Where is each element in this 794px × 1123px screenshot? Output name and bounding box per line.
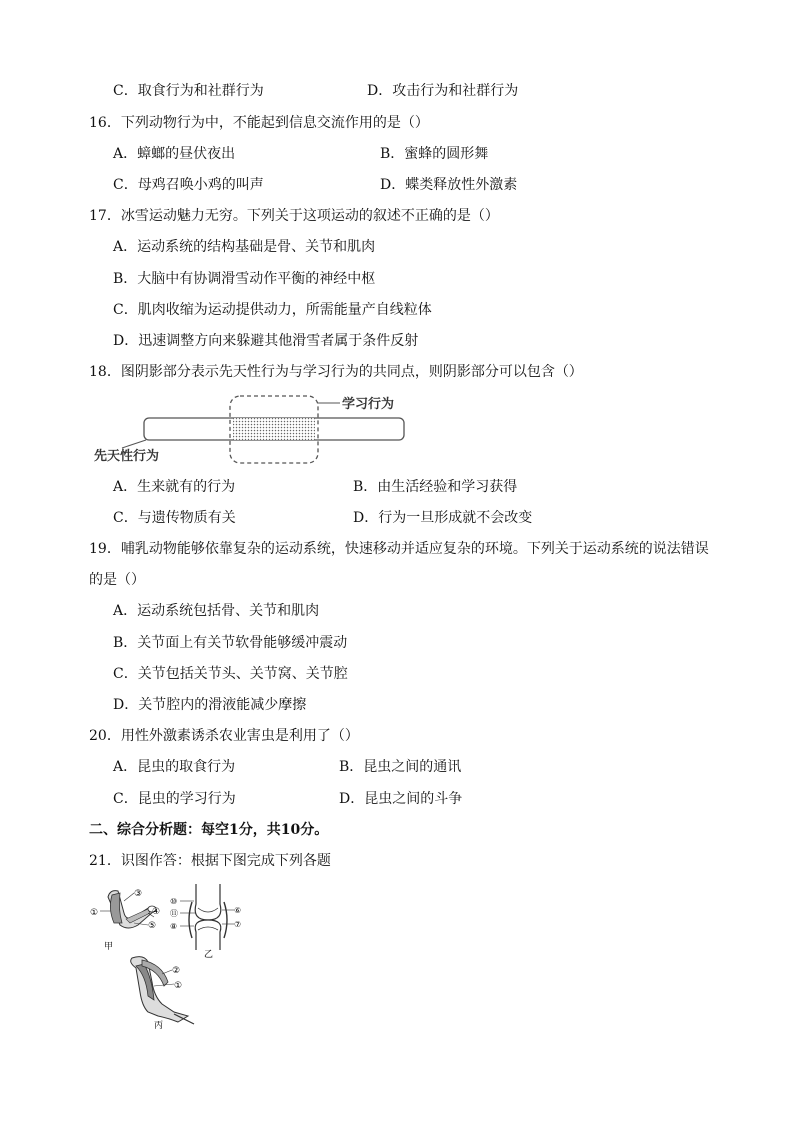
q20-option-d: D．昆虫之间的斗争 [339,791,463,807]
q20-option-c: C．昆虫的学习行为 [113,791,236,807]
jia-caption: 甲 [104,942,114,952]
q18-venn-figure [88,390,418,470]
q17-option-b: B．大脑中有协调滑雪动作平衡的神经中枢 [113,271,376,287]
q19-stem-line2: 的是（） [89,572,145,588]
q17-option-c: C．肌肉收缩为运动提供动力，所需能量产自线粒体 [113,302,432,318]
q16-option-b: B．蜜蜂的圆形舞 [380,146,489,162]
q18-option-a: A．生来就有的行为 [113,479,236,495]
yi-mark-8: ⑧ [170,922,178,931]
q21-stem: 21．识图作答：根据下图完成下列各题 [89,853,331,869]
label-learning-behavior: 学习行为 [342,397,395,412]
q15-option-c: C．取食行为和社群行为 [113,83,264,99]
figure-bing-leg [118,952,208,1030]
q19-option-b: B．关节面上有关节软骨能够缓冲震动 [113,635,348,651]
q18-option-c: C．与遗传物质有关 [113,510,236,526]
q17-option-d: D．迅速调整方向来躲避其他滑雪者属于条件反射 [113,333,419,349]
jia-mark-5: ⑤ [148,921,157,931]
figure-jia-arm [88,883,168,953]
q16-option-a: A．蟑螂的昼伏夜出 [113,146,236,162]
q17-option-a: A．运动系统的结构基础是骨、关节和肌肉 [113,239,376,255]
figure-yi-joint [168,880,248,958]
q16-option-c: C．母鸡召唤小鸡的叫声 [113,177,264,193]
q19-option-a: A．运动系统包括骨、关节和肌肉 [113,603,320,619]
jia-mark-4: ④ [152,907,161,917]
yi-mark-11: ⑪ [170,909,178,918]
shared-region [233,418,315,440]
q19-option-c: C．关节包括关节头、关节窝、关节腔 [113,666,348,682]
bing-caption: 丙 [154,1021,164,1030]
label-innate-behavior: 先天性行为 [94,449,160,464]
q19-stem-line1: 19．哺乳动物能够依靠复杂的运动系统，快速移动并适应复杂的环境。下列关于运动系统的说法错误 [89,541,709,557]
yi-mark-6: ⑥ [234,906,242,915]
q20-option-b: B．昆虫之间的通讯 [339,759,462,775]
yi-mark-7: ⑦ [234,920,242,929]
q18-option-b: B．由生活经验和学习获得 [353,479,518,495]
q20-option-a: A．昆虫的取食行为 [113,759,236,775]
jia-mark-1: ① [90,908,99,918]
q16-stem: 16．下列动物行为中，不能起到信息交流作用的是（） [89,115,429,131]
yi-mark-10: ⑩ [170,897,178,906]
q18-option-d: D．行为一旦形成就不会改变 [353,510,533,526]
q17-stem: 17．冰雪运动魅力无穷。下列关于这项运动的叙述不正确的是（） [89,208,499,224]
section2-heading: 二、综合分析题：每空1分，共10分。 [89,822,329,838]
q15-option-d: D．攻击行为和社群行为 [367,83,519,99]
q20-stem: 20．用性外激素诱杀农业害虫是利用了（） [89,728,359,744]
q19-option-d: D．关节腔内的滑液能减少摩擦 [113,697,307,713]
jia-mark-3: ③ [134,889,143,899]
yi-caption: 乙 [204,950,214,958]
bing-mark-1: ① [174,981,183,991]
q16-option-d: D．蝶类释放性外激素 [380,177,518,193]
q18-stem: 18．图阴影部分表示先天性行为与学习行为的共同点，则阴影部分可以包含（） [89,364,583,380]
bing-mark-2: ② [172,966,181,976]
